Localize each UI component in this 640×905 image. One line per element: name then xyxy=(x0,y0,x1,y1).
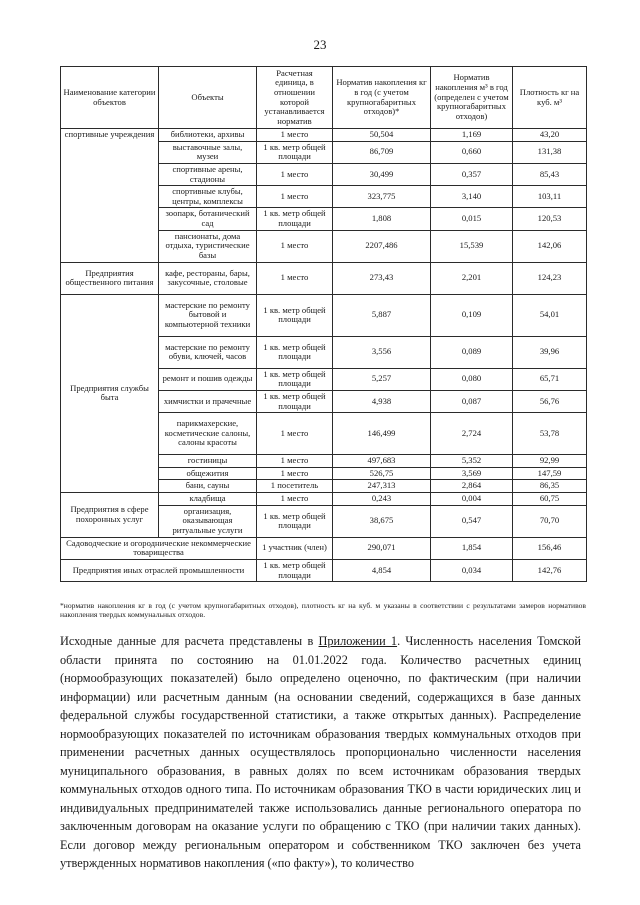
unit-cell: 1 участник (член) xyxy=(257,537,333,559)
kg-cell: 30,499 xyxy=(333,163,431,185)
density-cell: 142,06 xyxy=(513,230,587,262)
kg-cell: 86,709 xyxy=(333,141,431,163)
table-row xyxy=(61,262,587,294)
norms-table-container xyxy=(60,66,586,582)
m3-cell: 1,854 xyxy=(431,537,513,559)
kg-cell: 323,775 xyxy=(333,186,431,208)
object-cell: пансионаты, дома отдыха, туристические базы xyxy=(159,230,257,262)
norms-table xyxy=(60,66,587,582)
density-cell: 124,23 xyxy=(513,262,587,294)
table-row xyxy=(61,294,587,336)
m3-cell: 1,169 xyxy=(431,129,513,142)
kg-cell: 0,243 xyxy=(333,493,431,506)
kg-cell: 273,43 xyxy=(333,262,431,294)
object-cell: организация, оказывающая ритуальные услуги xyxy=(159,505,257,537)
unit-cell: 1 место xyxy=(257,129,333,142)
density-cell: 86,35 xyxy=(513,480,587,493)
object-cell: бани, сауны xyxy=(159,480,257,493)
density-cell: 65,71 xyxy=(513,368,587,390)
table-footnote: *норматив накопления кг в год (с учетом крупногабаритных отходов), плотность кг на куб. м указаны в соответствии с результатами замеров нормативов накопления твердых коммунальных отходов. xyxy=(60,601,586,620)
kg-cell: 146,499 xyxy=(333,413,431,455)
kg-cell: 526,75 xyxy=(333,467,431,480)
paragraph-part-2: . Численность населения Томской области принята по состоянию на 01.01.2022 года. Количество расчетных единиц (нормообразующих показателей) было определено оценочно, по фактическим (при наличии информации) или расчетным данным (на основании сведений, содержащихся в базе данных федеральной службы государственной статистики, а также открытых данных). Распределение нормообразующих показателей по источникам образования твердых коммунальных отходов при применении расчетных данных осуществлялось пропорционально численности населения муниципального образования, в равных долях по всем источникам образования твердых коммунальных отходов одного типа. По источникам образования ТКО в части юридических лиц и индивидуальных предпринимателей также использовались данные регионального оператора по заключенным договорам на оказание услуги по обращению с ТКО (при наличии таких данных). Если договор между региональным оператором и собственником ТКО заключен без учета утвержденных нормативов накопления («по факту»), то количество xyxy=(60,634,581,870)
object-cell: кафе, рестораны, бары, закусочные, столовые xyxy=(159,262,257,294)
density-cell: 70,70 xyxy=(513,505,587,537)
category-cell: спортивные учреждения xyxy=(61,129,159,263)
kg-cell: 1,808 xyxy=(333,208,431,230)
m3-cell: 3,140 xyxy=(431,186,513,208)
m3-cell: 0,015 xyxy=(431,208,513,230)
header-objects: Объекты xyxy=(159,67,257,129)
object-cell: выставочные залы, музеи xyxy=(159,141,257,163)
unit-cell: 1 место xyxy=(257,230,333,262)
m3-cell: 0,034 xyxy=(431,559,513,581)
m3-cell: 0,004 xyxy=(431,493,513,506)
m3-cell: 0,660 xyxy=(431,141,513,163)
density-cell: 43,20 xyxy=(513,129,587,142)
density-cell: 56,76 xyxy=(513,390,587,412)
header-norm-kg: Норматив накопления кг в год (с учетом крупногабаритных отходов)* xyxy=(333,67,431,129)
object-cell: ремонт и пошив одежды xyxy=(159,368,257,390)
unit-cell: 1 кв. метр общей площади xyxy=(257,336,333,368)
header-density: Плотность кг на куб. м³ xyxy=(513,67,587,129)
kg-cell: 4,854 xyxy=(333,559,431,581)
density-cell: 53,78 xyxy=(513,413,587,455)
density-cell: 85,43 xyxy=(513,163,587,185)
object-cell: спортивные арены, стадионы xyxy=(159,163,257,185)
header-category: Наименование категории объектов xyxy=(61,67,159,129)
table-row xyxy=(61,559,587,581)
header-unit: Расчетная единица, в отношении которой устанавливается норматив xyxy=(257,67,333,129)
density-cell: 142,76 xyxy=(513,559,587,581)
object-cell: парикмахерские, косметические салоны, салоны красоты xyxy=(159,413,257,455)
merged-category-cell: Предприятия иных отраслей промышленности xyxy=(61,559,257,581)
m3-cell: 0,080 xyxy=(431,368,513,390)
unit-cell: 1 посетитель xyxy=(257,480,333,493)
object-cell: кладбища xyxy=(159,493,257,506)
table-row xyxy=(61,129,587,142)
unit-cell: 1 место xyxy=(257,467,333,480)
density-cell: 60,75 xyxy=(513,493,587,506)
unit-cell: 1 кв. метр общей площади xyxy=(257,294,333,336)
kg-cell: 5,887 xyxy=(333,294,431,336)
table-header-row xyxy=(61,67,587,129)
m3-cell: 15,539 xyxy=(431,230,513,262)
unit-cell: 1 место xyxy=(257,186,333,208)
density-cell: 131,38 xyxy=(513,141,587,163)
object-cell: мастерские по ремонту обуви, ключей, часов xyxy=(159,336,257,368)
unit-cell: 1 кв. метр общей площади xyxy=(257,505,333,537)
density-cell: 147,59 xyxy=(513,467,587,480)
density-cell: 156,46 xyxy=(513,537,587,559)
kg-cell: 50,504 xyxy=(333,129,431,142)
density-cell: 92,99 xyxy=(513,455,587,468)
object-cell: спортивные клубы, центры, комплексы xyxy=(159,186,257,208)
unit-cell: 1 место xyxy=(257,455,333,468)
merged-category-cell: Садоводческие и огороднические некоммерческие товарищества xyxy=(61,537,257,559)
m3-cell: 0,087 xyxy=(431,390,513,412)
unit-cell: 1 кв. метр общей площади xyxy=(257,559,333,581)
object-cell: гостиницы xyxy=(159,455,257,468)
m3-cell: 2,201 xyxy=(431,262,513,294)
unit-cell: 1 кв. метр общей площади xyxy=(257,390,333,412)
kg-cell: 4,938 xyxy=(333,390,431,412)
density-cell: 39,96 xyxy=(513,336,587,368)
kg-cell: 247,313 xyxy=(333,480,431,493)
m3-cell: 0,357 xyxy=(431,163,513,185)
unit-cell: 1 место xyxy=(257,493,333,506)
object-cell: мастерские по ремонту бытовой и компьютерной техники xyxy=(159,294,257,336)
category-cell: Предприятия службы быта xyxy=(61,294,159,492)
paragraph-part-1: Исходные данные для расчета представлены в xyxy=(60,634,319,648)
unit-cell: 1 место xyxy=(257,163,333,185)
body-paragraph xyxy=(60,632,581,873)
object-cell: библиотеки, архивы xyxy=(159,129,257,142)
m3-cell: 5,352 xyxy=(431,455,513,468)
kg-cell: 3,556 xyxy=(333,336,431,368)
kg-cell: 497,683 xyxy=(333,455,431,468)
appendix-link[interactable]: Приложении 1 xyxy=(318,634,398,648)
unit-cell: 1 место xyxy=(257,413,333,455)
kg-cell: 38,675 xyxy=(333,505,431,537)
unit-cell: 1 место xyxy=(257,262,333,294)
header-norm-m3: Норматив накопления м³ в год (определен с учетом крупногабаритных отходов) xyxy=(431,67,513,129)
object-cell: химчистки и прачечные xyxy=(159,390,257,412)
object-cell: зоопарк, ботанический сад xyxy=(159,208,257,230)
unit-cell: 1 кв. метр общей площади xyxy=(257,208,333,230)
category-cell: Предприятия общественного питания xyxy=(61,262,159,294)
density-cell: 120,53 xyxy=(513,208,587,230)
paragraph-text xyxy=(60,632,581,873)
object-cell: общежития xyxy=(159,467,257,480)
unit-cell: 1 кв. метр общей площади xyxy=(257,141,333,163)
m3-cell: 0,089 xyxy=(431,336,513,368)
m3-cell: 3,569 xyxy=(431,467,513,480)
m3-cell: 0,547 xyxy=(431,505,513,537)
category-cell: Предприятия в сфере похоронных услуг xyxy=(61,493,159,538)
m3-cell: 2,864 xyxy=(431,480,513,493)
kg-cell: 290,071 xyxy=(333,537,431,559)
density-cell: 103,11 xyxy=(513,186,587,208)
table-row xyxy=(61,537,587,559)
m3-cell: 0,109 xyxy=(431,294,513,336)
page-number: 23 xyxy=(313,37,327,52)
m3-cell: 2,724 xyxy=(431,413,513,455)
unit-cell: 1 кв. метр общей площади xyxy=(257,368,333,390)
kg-cell: 2207,486 xyxy=(333,230,431,262)
table-row xyxy=(61,493,587,506)
kg-cell: 5,257 xyxy=(333,368,431,390)
density-cell: 54,01 xyxy=(513,294,587,336)
